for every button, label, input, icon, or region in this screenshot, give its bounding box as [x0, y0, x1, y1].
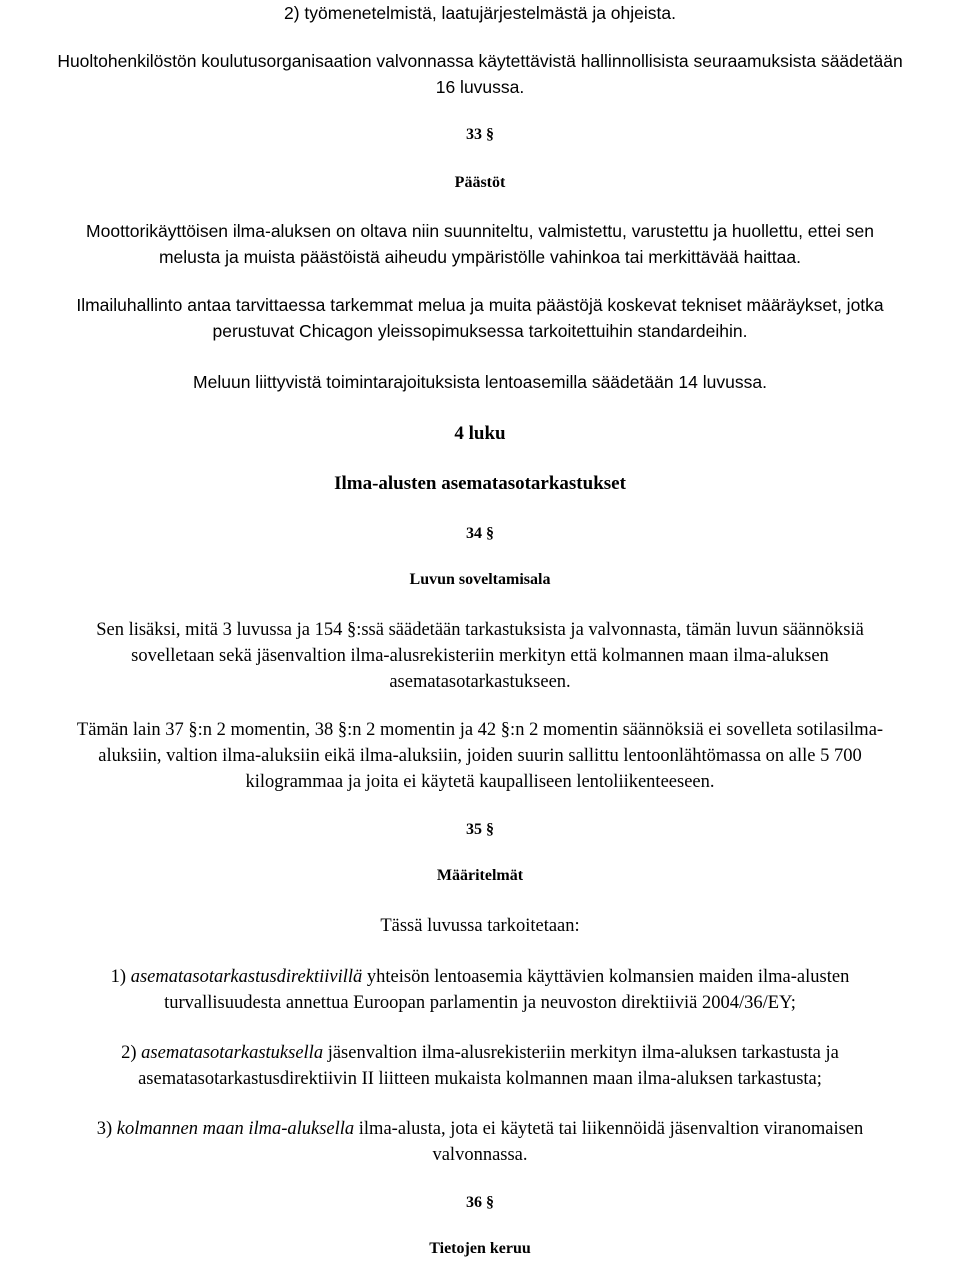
section-33-para-2-line-2: perustuvat Chicagon yleissopimuksessa tarkoitettuihin standardeihin.: [212, 321, 748, 341]
section-34-para-1-line-1: Sen lisäksi, mitä 3 luvussa ja 154 §:ssä säädetään tarkastuksista ja valvonnasta, tämän luvun säännöksiä: [96, 620, 864, 640]
definition-item-2-line-1: [0, 1040, 960, 1066]
section-36-number: 36 §: [466, 1194, 494, 1211]
definition-item-1-line-1: [0, 964, 960, 990]
section-34-para-2-line-2: aluksiin, valtion ilma-aluksiin eikä ilma-aluksiin, joiden suurin sallittu lentoonlähtömassa on alle 5 700: [98, 746, 862, 766]
section-34-para-1-line-2: sovelletaan sekä jäsenvaltion ilma-alusrekisteriin merkityn että kolmannen maan ilma-aluksen: [131, 646, 829, 666]
definition-item-1-term: asematasotarkastusdirektiivillä: [130, 967, 363, 987]
section-33-title: Päästöt: [454, 174, 506, 191]
chapter-4-title: Ilma-alusten asematasotarkastukset: [334, 473, 626, 494]
definition-item-2-line-2: asematasotarkastusdirektiivin II liitteen mukaista kolmannen maan ilma-aluksen tarkastusta;: [138, 1069, 822, 1089]
section-35-number: 35 §: [466, 821, 494, 838]
definition-item-3-prefix: 3): [96, 1119, 117, 1139]
section-34-para-2-line-1: Tämän lain 37 §:n 2 momentin, 38 §:n 2 momentin ja 42 §:n 2 momentin säännöksiä ei sovelleta sotilasilma-: [76, 720, 884, 740]
intro-paragraph-line-2: 16 luvussa.: [435, 77, 525, 97]
definition-item-2-term: asematasotarkastuksella: [141, 1043, 324, 1063]
definition-item-1-prefix: 1): [110, 967, 131, 987]
section-36-title: Tietojen keruu: [429, 1240, 531, 1257]
definition-item-3-term: kolmannen maan ilma-aluksella: [116, 1119, 355, 1139]
section-33-para-2-line-1: Ilmailuhallinto antaa tarvittaessa tarkemmat melua ja muita päästöjä koskevat tekniset määräykset, jotka: [76, 295, 884, 315]
list-item-2: 2) työmenetelmistä, laatujärjestelmästä ja ohjeista.: [284, 3, 676, 23]
section-35-intro: Tässä luvussa tarkoitetaan:: [380, 916, 580, 936]
definition-item-2-rest: jäsenvaltion ilma-alusrekisteriin merkityn ilma-aluksen tarkastusta ja: [323, 1043, 839, 1063]
definition-item-3-line-1: [0, 1116, 960, 1142]
chapter-4-number: 4 luku: [454, 423, 506, 444]
definition-item-1-rest: yhteisön lentoasemia käyttävien kolmansien maiden ilma-alusten: [362, 967, 850, 987]
section-35-title: Määritelmät: [436, 867, 524, 884]
section-34-para-2-line-3: kilogrammaa ja joita ei käytetä kaupalliseen lentoliikenteeseen.: [245, 772, 715, 792]
section-33-number: 33 §: [466, 126, 494, 143]
section-34-para-1-line-3: asematasotarkastukseen.: [389, 672, 571, 692]
section-33-para-3: Meluun liittyvistä toimintarajoituksista lentoasemilla säädetään 14 luvussa.: [193, 372, 767, 392]
section-33-para-1-line-2: melusta ja muista päästöistä aiheudu ympäristölle vahinkoa tai merkittävää haittaa.: [158, 247, 801, 267]
definition-item-3-line-2: valvonnassa.: [432, 1145, 528, 1165]
definition-item-2-prefix: 2): [121, 1043, 142, 1063]
section-33-para-1-line-1: Moottorikäyttöisen ilma-aluksen on oltava niin suunniteltu, valmistettu, varustettu ja huollettu, ettei sen: [86, 221, 874, 241]
definition-item-3-rest: ilma-alusta, jota ei käytetä tai liikennöidä jäsenvaltion viranomaisen: [354, 1119, 864, 1139]
intro-paragraph-line-1: Huoltohenkilöstön koulutusorganisaation valvonnassa käytettävistä hallinnollisista seuraamuksista säädetään: [57, 51, 903, 71]
section-34-title: Luvun soveltamisala: [409, 571, 551, 588]
definition-item-1-line-2: turvallisuudesta annettua Euroopan parlamentin ja neuvoston direktiiviä 2004/36/EY;: [164, 993, 796, 1013]
section-34-number: 34 §: [466, 525, 494, 542]
